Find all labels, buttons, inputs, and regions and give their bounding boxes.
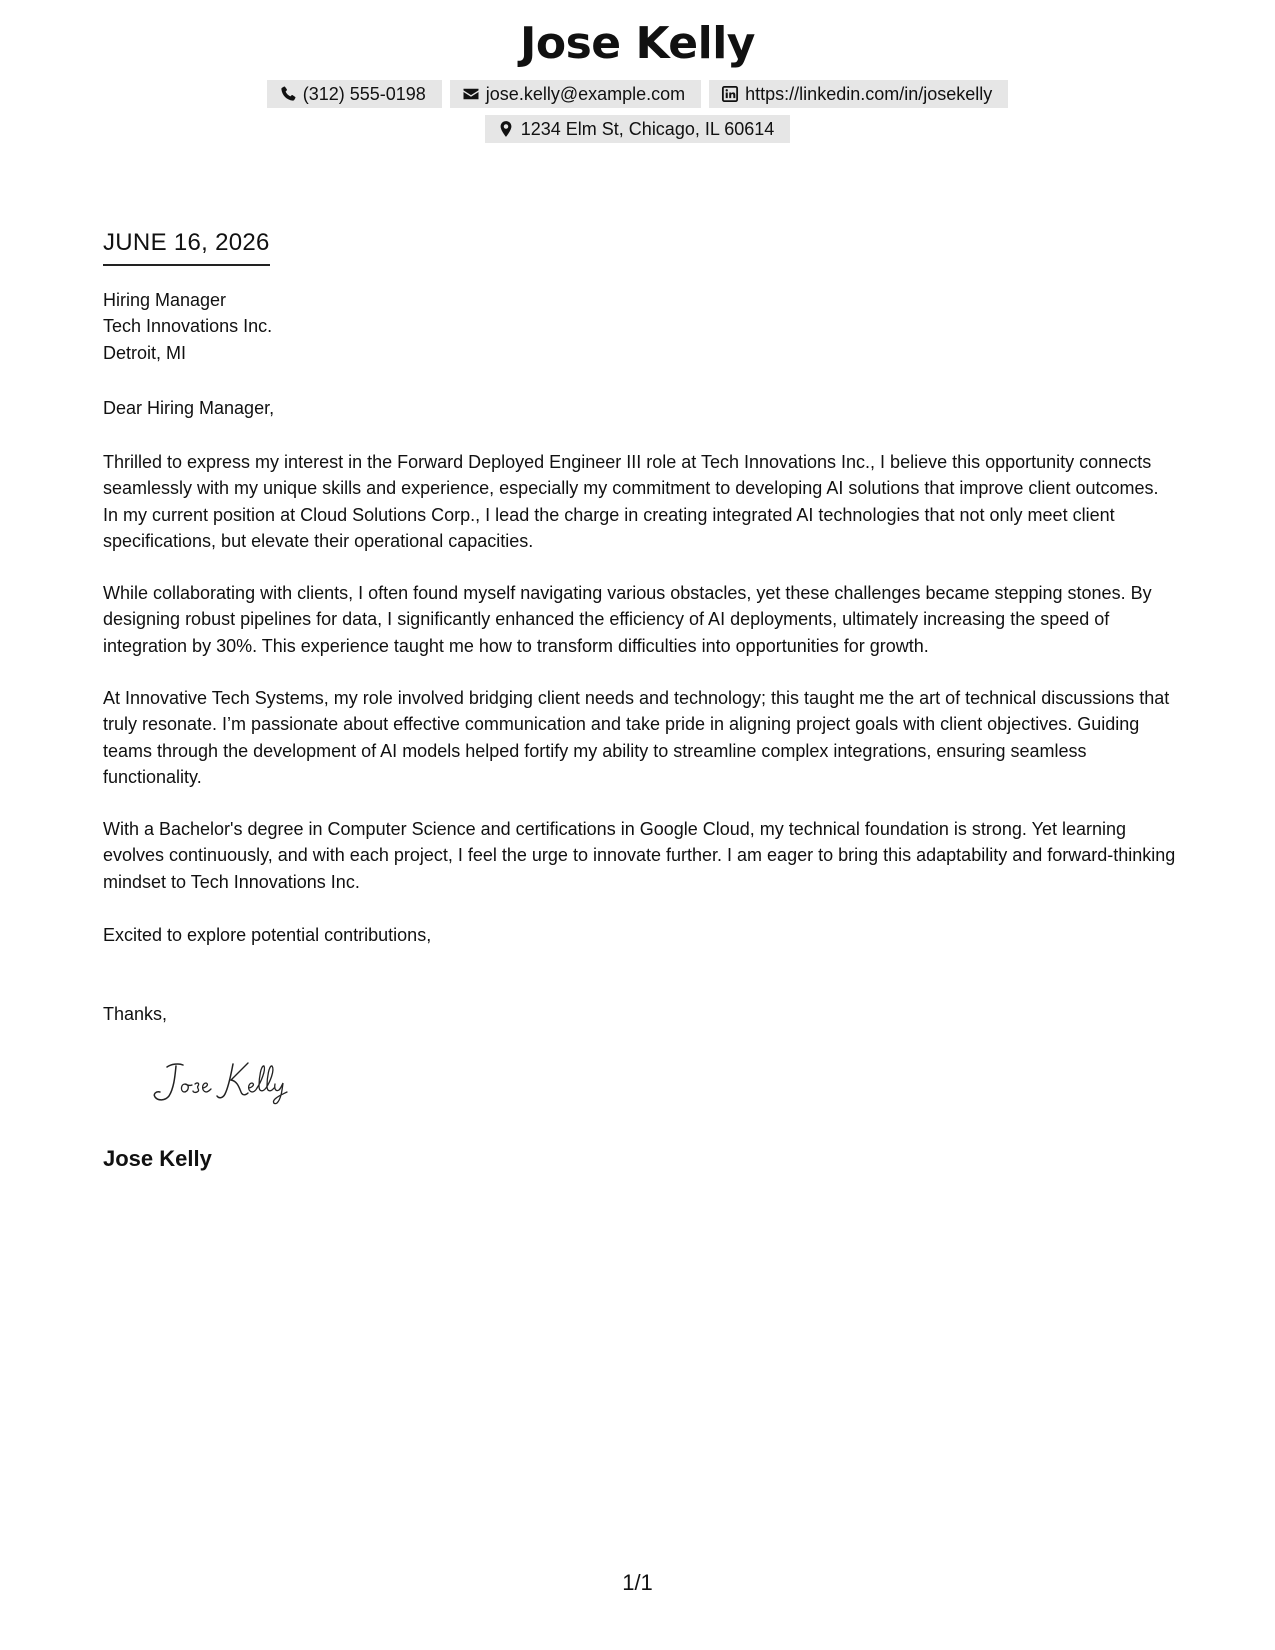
recipient-block: [103, 287, 1178, 366]
closing-line: Excited to explore potential contributions,: [103, 925, 432, 945]
address-text: 1234 Elm St, Chicago, IL 60614: [520, 118, 775, 139]
contact-linkedin[interactable]: [709, 80, 1008, 108]
linkedin-icon: [721, 85, 739, 103]
letter-date: JUNE 16, 2026: [103, 229, 270, 266]
body-paragraph-2: While collaborating with clients, I often found myself navigating various obstacles, yet these challenges became stepping stones. By designing robust pipelines for data, I significantly enhanced the efficiency of AI deployments, ultimately increasing the speed of integration by 30%. This experience taught me how to transform difficulties into opportunities for growth.: [103, 583, 1152, 656]
handwritten-signature: [145, 1054, 325, 1109]
signoff: Thanks,: [103, 1004, 168, 1024]
recipient-company: Tech Innovations Inc.: [103, 316, 273, 337]
email-link[interactable]: jose.kelly@example.com: [485, 83, 686, 104]
envelope-icon: [462, 85, 480, 103]
recipient-location: Detroit, MI: [103, 342, 187, 363]
contact-row-1: [0, 80, 1275, 108]
contact-email[interactable]: [450, 80, 701, 108]
contact-address: [485, 115, 791, 143]
applicant-name: Jose Kelly: [520, 18, 755, 69]
contact-phone: [267, 80, 442, 108]
phone-text: (312) 555-0198: [302, 83, 426, 104]
body-paragraph-3: At Innovative Tech Systems, my role involved bridging client needs and technology; this taught me the art of technical discussions that truly resonate. I’m passionate about effective communication and take pride in aligning project goals with client objectives. Guiding teams through the development of AI models helped fortify my ability to streamline complex integrations, ensuring seamless functionality.: [103, 688, 1170, 787]
recipient-title: Hiring Manager: [103, 290, 227, 310]
signer-name: Jose Kelly: [103, 1146, 212, 1171]
phone-icon: [279, 85, 297, 103]
salutation: Dear Hiring Manager,: [103, 398, 275, 418]
contact-row-2: [0, 115, 1275, 143]
page-number: 1/1: [622, 1570, 653, 1595]
body-paragraph-1: Thrilled to express my interest in the Forward Deployed Engineer III role at Tech Innovations Inc., I believe this opportunity connects seamlessly with my unique skills and experience, especially my commitment to developing AI solutions that improve client outcomes. In my current position at Cloud Solutions Corp., I lead the charge in creating integrated AI technologies that not only meet client specifications, but elevate their operational capacities.: [103, 452, 1159, 551]
body-paragraph-4: With a Bachelor's degree in Computer Science and certifications in Google Cloud, my technical foundation is strong. Yet learning evolves continuously, and with each project, I feel the urge to innovate further. I am eager to bring this adaptability and forward-thinking mindset to Tech Innovations Inc.: [103, 819, 1176, 892]
map-marker-icon: [497, 120, 515, 138]
linkedin-link[interactable]: https://linkedin.com/in/josekelly: [745, 83, 993, 104]
